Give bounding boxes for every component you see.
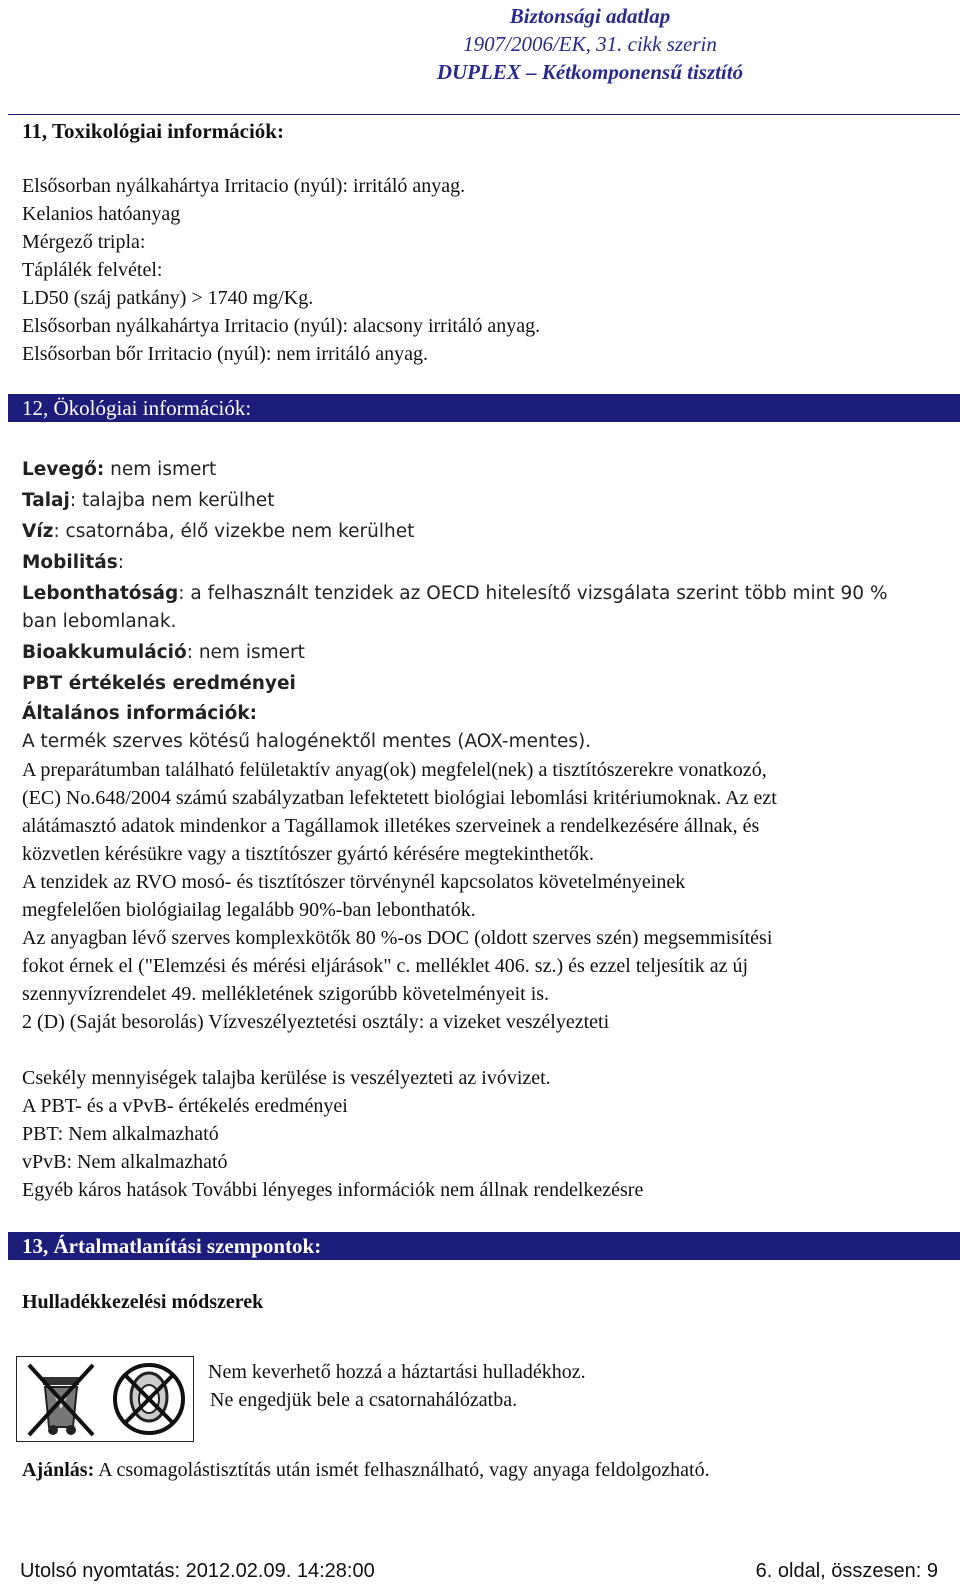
eco-paragraph-line: fokot érnek el ("Elemzési és mérési eljárások" c. melléklet 406. sz.) és ezzel teljesítik az új [22,955,749,977]
pbt-heading: PBT értékelés eredményei [22,673,296,694]
section-11-heading: 11, Toxikológiai információk: [8,114,960,146]
tox-line: Táplálék felvétel: [22,259,163,281]
eco-paragraph-line: szennyvízrendelet 49. mellékletének szigorúbb követelményeit is. [22,983,550,1005]
tox-line: LD50 (száj patkány) > 1740 mg/Kg. [22,287,314,309]
doc-title: Biztonsági adatlap [509,4,671,28]
no-household-waste-note: Nem keverhető hozzá a háztartási hulladékhoz. [208,1361,586,1383]
eco-paragraph-line: közvetlen kérésükre vagy a tisztítószer gyártó kérésére megtekinthetők. [22,843,594,865]
general-info-heading: Általános információk: [22,703,258,724]
tox-line: Mérgező tripla: [22,231,146,253]
crossed-out-wheelie-bin-icon [17,1357,105,1441]
eco-note-line: Csekély mennyiségek talajba kerülése is veszélyezteti az ivóvizet. [22,1067,551,1089]
aox-statement: A termék szerves kötésű halogénektől mentes (AOX-mentes). [22,731,592,752]
degradability-value: : a felhasznált tenzidek az OECD hitelesítő vizsgálata szerint több mint 90 % [178,583,888,604]
tox-line: Elsősorban bőr Irritacio (nyúl): nem irritáló anyag. [22,343,428,365]
degradability-label: Lebonthatóság [22,583,179,604]
eco-note-line: vPvB: Nem alkalmazható [22,1151,228,1173]
bioaccumulation-value: : nem ismert [186,642,305,663]
eco-note-line: Egyéb káros hatások További lényeges információk nem állnak rendelkezésre [22,1179,644,1201]
eco-note-line: PBT: Nem alkalmazható [22,1123,219,1145]
water-value: : csatornába, élő vizekbe nem kerülhet [53,521,415,542]
tox-line: Kelanios hatóanyag [22,203,181,225]
degradability-row [22,580,888,608]
mobility-label: Mobilitás [22,552,118,573]
water-label: Víz [22,521,54,542]
eco-paragraph-line: Az anyagban lévő szerves komplexkötők 80 %-os DOC (oldott szerves szén) megsemmisítési [22,927,773,949]
waste-methods-heading: Hulladékkezelési módszerek [22,1291,264,1313]
air-row [22,456,216,484]
soil-value: : talajba nem kerülhet [69,490,275,511]
soil-label: Talaj [22,490,70,511]
water-hazard-class: 2 (D) (Saját besorolás) Vízveszélyeztetési osztály: a vizeket veszélyezteti [22,1011,610,1033]
air-label: Levegő: [22,459,105,480]
eco-paragraph-line: A tenzidek az RVO mosó- és tisztítószer törvénynél kapcsolatos követelményeinek [22,871,686,893]
no-sewer-note: Ne engedjük bele a csatornahálózatba. [210,1389,518,1411]
section-12-heading: 12, Ökológiai információk: [8,394,960,422]
soil-row [22,487,274,515]
tox-line: Elsősorban nyálkahártya Irritacio (nyúl): irritáló anyag. [22,175,466,197]
tox-line: Elsősorban nyálkahártya Irritacio (nyúl): alacsony irritáló anyag. [22,315,541,337]
bioaccumulation-row [22,639,305,667]
crossed-out-toilet-icon [105,1357,193,1441]
air-value: nem ismert [104,459,217,480]
eco-note-line: A PBT- és a vPvB- értékelés eredményei [22,1095,348,1117]
eco-paragraph-line: megfelelően biológiailag legalább 90%-ban lebonthatók. [22,899,476,921]
doc-regulation: 1907/2006/EK, 31. cikk szerin [463,32,717,56]
mobility-row [22,549,124,577]
recommendation [22,1456,710,1484]
mobility-value: : [117,552,124,573]
disposal-pictograms [16,1356,194,1442]
degradability-cont: ban lebomlanak. [22,611,177,632]
product-name: DUPLEX – Kétkomponensű tisztító [436,60,744,84]
bioaccumulation-label: Bioakkumuláció [22,642,187,663]
section-13-heading: 13, Ártalmatlanítási szempontok: [8,1232,960,1260]
last-printed: Utolsó nyomtatás: 2012.02.09. 14:28:00 [20,1560,375,1582]
water-row [22,518,414,546]
eco-paragraph-line: (EC) No.648/2004 számú szabályzatban lefektetett biológiai lebomlási kritériumoknak. Az ezt [22,787,777,809]
eco-paragraph-line: alátámasztó adatok mindenkor a Tagállamok illetékes szerveinek a rendelkezésére állnak, és [22,815,760,837]
page-number: 6. oldal, összesen: 9 [755,1560,938,1582]
eco-paragraph-line: A preparátumban található felületaktív anyag(ok) megfelel(nek) a tisztítószerekre vonatkozó, [22,759,767,781]
recommendation-text: A csomagolástisztítás után ismét felhasználható, vagy anyaga feldolgozható. [94,1459,710,1481]
recommendation-label: Ajánlás: [22,1459,95,1481]
